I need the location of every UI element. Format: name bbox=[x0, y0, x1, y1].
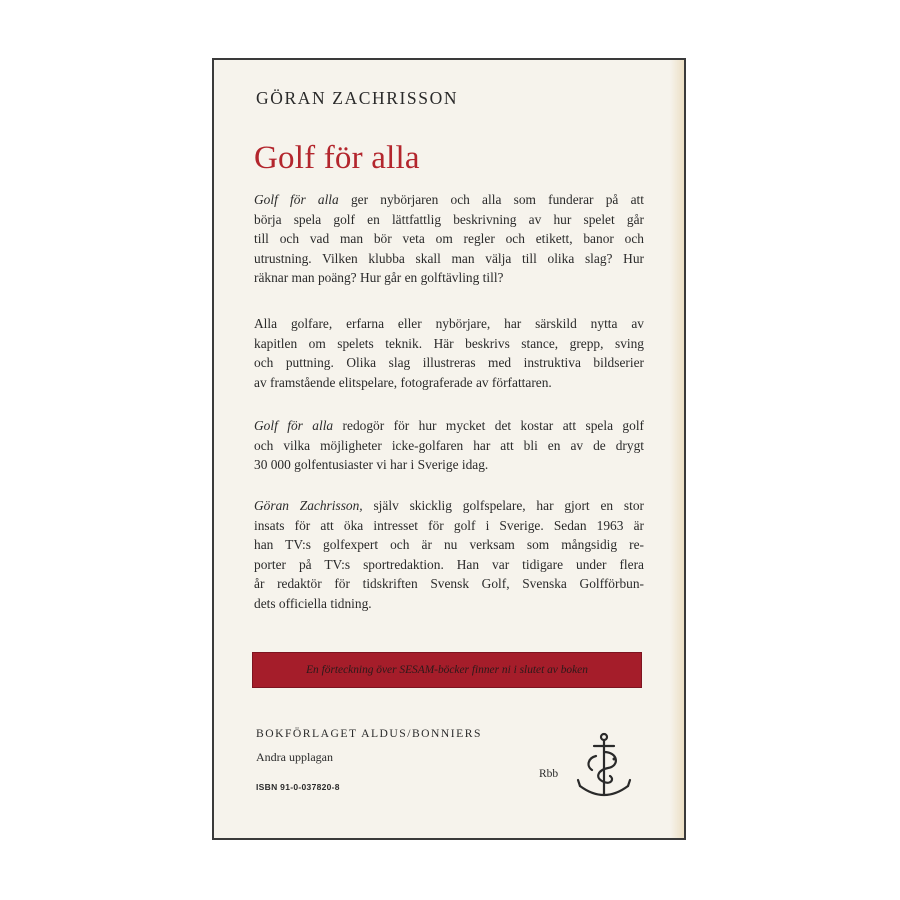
blurb-paragraph-3: Golf för alla redogör för hur mycket det kostar att spela golf och vilka möjligheter icke-golfaren har att bli en av de drygt 30 000 golfentusiaster vi har i Sverige idag. bbox=[254, 418, 645, 473]
anchor-dolphin-logo-icon bbox=[574, 732, 638, 804]
isbn-number: ISBN 91-0-037820-8 bbox=[256, 782, 340, 792]
title-reference: Golf för alla bbox=[254, 418, 334, 433]
publisher-name: BOKFÖRLAGET ALDUS/BONNIERS bbox=[256, 727, 482, 740]
blurb-paragraph-1: Golf för alla ger nybörjaren och alla som funderar på att börja spela golf en lättfattlig beskrivning av hur spelet går till och vad man bör veta om regler och etikett, banor och utrustning. Vilken klubba skall man välja till olika slag? Hur räknar man poäng? Hur går en golftävling till? bbox=[254, 192, 644, 286]
blurb-paragraph-2: Alla golfare, erfarna eller nybörjare, har särskild nytta av kapitlen om spelets teknik. Här beskrivs stance, grepp, sving och puttning. Olika slag illustreras med instruktiva bildserier av framstående elitspelare, fotograferade av författaren. bbox=[254, 316, 644, 390]
series-notice-banner: En förteckning över SESAM-böcker finner ni i slutet av boken bbox=[252, 652, 642, 688]
book-title: Golf för alla bbox=[254, 140, 420, 176]
author-name: GÖRAN ZACHRISSON bbox=[256, 88, 459, 108]
author-reference: Göran Zachrisson, bbox=[254, 498, 363, 513]
edition-label: Andra upplagan bbox=[256, 750, 333, 764]
book-back-cover bbox=[212, 58, 686, 840]
paper-edge-tint bbox=[670, 60, 684, 838]
title-reference: Golf för alla bbox=[254, 192, 339, 207]
author-bio-paragraph: Göran Zachrisson, själv skicklig golfspelare, har gjort en stor insats för att öka intresset för golf i Sverige. Sedan 1963 är han TV:s golfexpert och är nu verksam som mångsidig re- porter på TV:s sportredaktion. Han var tidigare under flera år redaktör för tidskriften Svensk Golf, Svenska Golfförbun- dets officiella tidning. bbox=[254, 498, 644, 611]
imprint-code: Rbb bbox=[539, 768, 559, 780]
